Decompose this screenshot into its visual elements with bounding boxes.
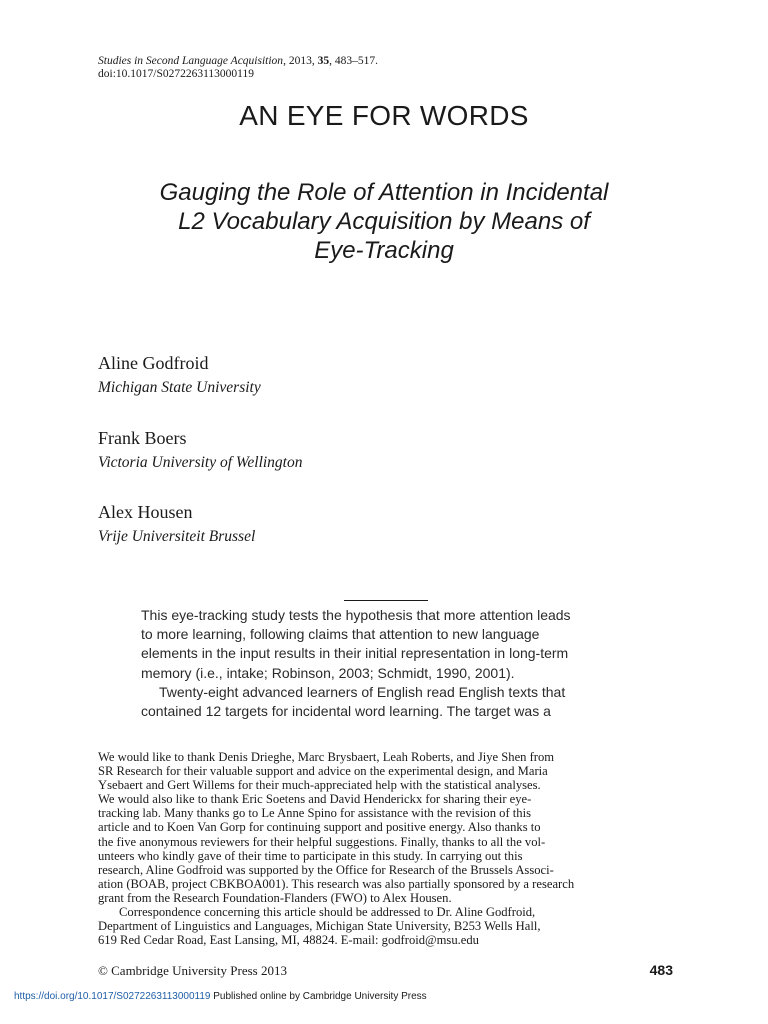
footnote-line: SR Research for their valuable support and advice on the experimental design, and Maria (98, 764, 548, 779)
footnote-line: research, Aline Godfroid was supported by the Office for Research of the Brussels Associ- (98, 862, 554, 877)
abstract-line: This eye-tracking study tests the hypothesis that more attention leads (141, 607, 571, 623)
author-affiliation: Michigan State University (98, 379, 261, 396)
abstract (141, 606, 631, 721)
page-number: 483 (649, 962, 673, 978)
journal-year: , 2013, (283, 55, 318, 67)
journal-citation (98, 55, 378, 68)
footnote-line: Correspondence concerning this article should be addressed to Dr. Aline Godfroid, (119, 905, 536, 920)
author-name: Frank Boers (98, 428, 187, 448)
publication-bar (14, 990, 427, 1003)
footnote-line: We would like to thank Denis Drieghe, Marc Brysbaert, Leah Roberts, and Jiye Shen from (98, 750, 555, 764)
abstract-line: elements in the input results in their initial representation in long-term (141, 645, 569, 662)
abstract-line: memory (i.e., intake; Robinson, 2003; Schmidt, 1990, 2001). (141, 664, 515, 681)
journal-pages: , 483–517. (329, 55, 378, 67)
acknowledgments-footnote (98, 750, 673, 947)
abstract-line: contained 12 targets for incidental word learning. The target was a (141, 703, 551, 720)
article-subtitle (84, 178, 684, 265)
footnote-line: unteers who kindly gave of their time to participate in this study. In carrying out this (98, 848, 523, 863)
abstract-divider (344, 600, 428, 601)
article-doi: doi:10.1017/S0272263113000119 (98, 68, 255, 80)
footnote-line: Department of Linguistics and Languages, Michigan State University, B253 Wells Hall, (98, 919, 541, 934)
footnote-line: article and to Koen Van Gorp for continuing support and positive energy. Also thanks to (98, 820, 541, 835)
author-affiliation: Vrije Universiteit Brussel (98, 528, 256, 545)
footnote-line: ation (BOAB, project CBKBOA001). This research was also partially sponsored by a research (98, 876, 575, 891)
abstract-line: to more learning, following claims that attention to new language (141, 626, 540, 643)
article-title: AN EYE FOR WORDS (239, 100, 529, 131)
footnote-line: grant from the Research Foundation-Flanders (FWO) to Alex Housen. (98, 890, 452, 905)
author-affiliation: Victoria University of Wellington (98, 454, 303, 471)
journal-name: Studies in Second Language Acquisition (98, 55, 284, 67)
footnote-line: Ysebaert and Gert Willems for their much-appreciated help with the statistical analyses. (98, 778, 541, 793)
author-name: Aline Godfroid (98, 353, 209, 373)
subtitle-line: Gauging the Role of Attention in Incidental (159, 179, 609, 206)
subtitle-line: Eye-Tracking (314, 237, 454, 264)
journal-volume: 35 (317, 55, 330, 67)
author-name: Alex Housen (98, 502, 193, 522)
subtitle-line: L2 Vocabulary Acquisition by Means of (178, 208, 590, 235)
footnote-line: We would also like to thank Eric Soetens and David Henderickx for sharing their eye- (98, 792, 532, 807)
footnote-line: 619 Red Cedar Road, East Lansing, MI, 48824. E-mail: godfroid@msu.edu (98, 933, 479, 948)
footnote-line: the five anonymous reviewers for their helpful suggestions. Finally, thanks to all the vol- (98, 834, 546, 849)
doi-link[interactable]: https://doi.org/10.1017/S0272263113000119 (14, 991, 211, 1002)
published-online-text: Published online by Cambridge University Press (210, 991, 427, 1002)
footnote-line: tracking lab. Many thanks go to Le Anne Spino for assistance with the revision of this (98, 806, 532, 821)
copyright-notice: © Cambridge University Press 2013 (98, 963, 287, 978)
abstract-line: Twenty-eight advanced learners of English read English texts that (159, 683, 566, 700)
